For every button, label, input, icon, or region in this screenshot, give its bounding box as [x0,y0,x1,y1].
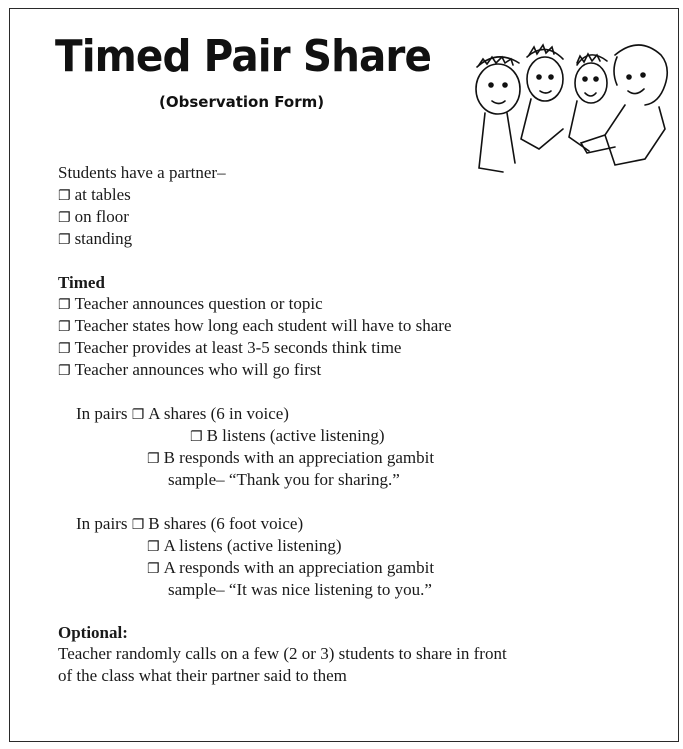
page-title: Timed Pair Share [55,31,432,82]
checkbox-icon[interactable]: ❐ [58,188,71,204]
timed-item[interactable]: ❐ Teacher states how long each student will have to share [58,316,452,335]
checkbox-icon[interactable]: ❐ [58,232,71,248]
checkbox-icon[interactable]: ❐ [147,561,160,577]
optional-text-line1: Teacher randomly calls on a few (2 or 3) students to share in front [58,644,507,663]
checkbox-icon[interactable]: ❐ [58,341,71,357]
timed-item[interactable]: ❐ Teacher announces question or topic [58,294,323,313]
observation-form-sheet [9,8,679,742]
students-sharing-illustration [465,27,675,192]
timed-item[interactable]: ❐ Teacher provides at least 3-5 seconds think time [58,338,402,357]
optional-heading: Optional: [58,623,128,642]
partner-heading: Students have a partner– [58,163,226,182]
pair2-sample: sample– “It was nice listening to you.” [168,580,432,599]
page-subtitle: (Observation Form) [159,93,325,111]
pair2-a-listens[interactable]: ❐ A listens (active listening) [147,536,342,555]
checkbox-icon[interactable]: ❐ [190,429,203,445]
checkbox-icon[interactable]: ❐ [131,407,145,423]
checkbox-icon[interactable]: ❐ [147,451,160,467]
checkbox-icon[interactable]: ❐ [58,363,71,379]
checkbox-icon[interactable]: ❐ [58,210,71,226]
pair2-b-shares[interactable]: In pairs ❐ B shares (6 foot voice) [76,514,304,533]
timed-item[interactable]: ❐ Teacher announces who will go first [58,360,322,379]
partner-option-floor[interactable]: ❐ on floor [58,207,129,226]
pair2-a-responds[interactable]: ❐ A responds with an appreciation gambit [147,558,435,577]
pair1-b-listens[interactable]: ❐ B listens (active listening) [190,426,385,445]
partner-option-standing[interactable]: ❐ standing [58,229,133,248]
checkbox-icon[interactable]: ❐ [131,517,145,533]
checkbox-icon[interactable]: ❐ [58,297,71,313]
pair1-b-responds[interactable]: ❐ B responds with an appreciation gambit [147,448,435,467]
timed-heading: Timed [58,273,105,292]
partner-option-tables[interactable]: ❐ at tables [58,185,131,204]
checkbox-icon[interactable]: ❐ [58,319,71,335]
pair1-sample: sample– “Thank you for sharing.” [168,470,400,489]
pair1-a-shares[interactable]: In pairs ❐ A shares (6 in voice) [76,404,289,423]
checkbox-icon[interactable]: ❐ [147,539,160,555]
optional-text-line2: of the class what their partner said to them [58,666,347,685]
